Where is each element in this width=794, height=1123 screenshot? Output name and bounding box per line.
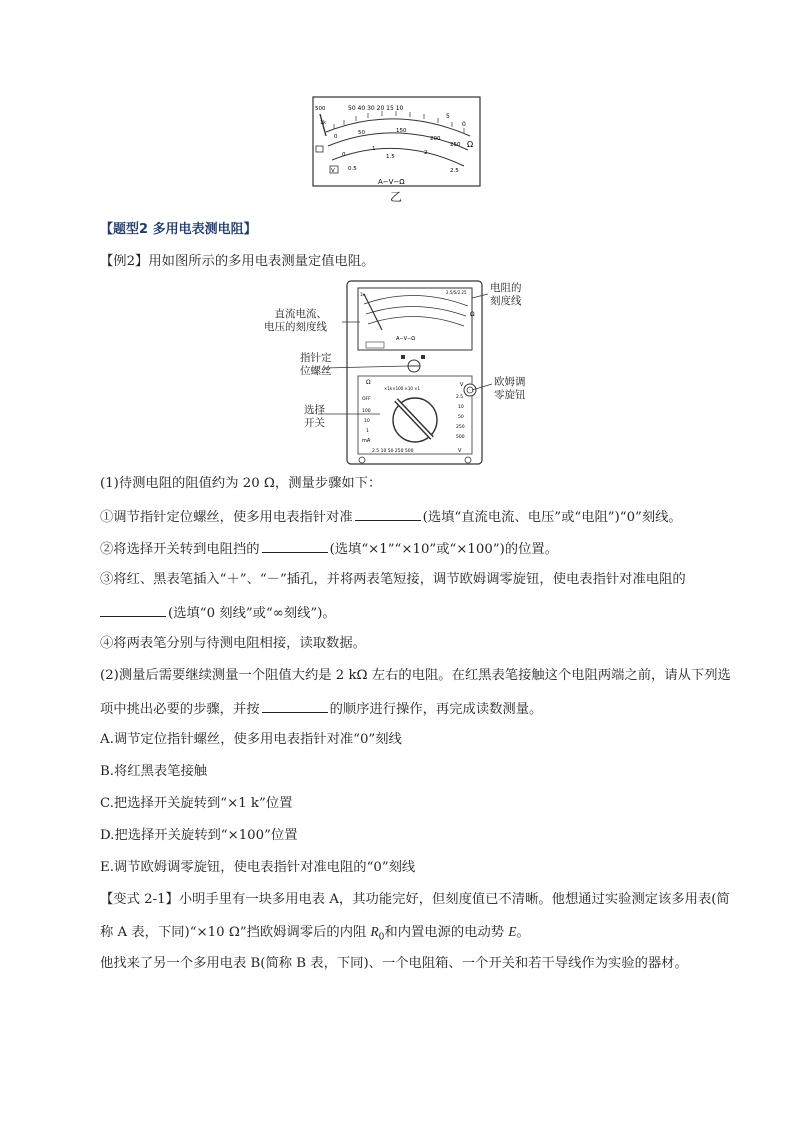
step-2-text: ②将选择开关转到电阻挡的 xyxy=(100,542,260,557)
label-pointer-screw: 指针定 位螺丝 xyxy=(300,352,332,377)
meter-formula: A−V−Ω xyxy=(396,336,416,342)
meter-dial-drawing xyxy=(312,96,482,188)
symbol-r: R xyxy=(370,924,379,939)
step-1-hint: (选填“直流电流、电压”或“电阻”)“0”刻线。 xyxy=(422,510,682,525)
step-4: ④将两表笔分别与待测电阻相接，读取数据。 xyxy=(100,636,366,651)
dial-formula: A−V−Ω xyxy=(378,178,405,186)
step-1 xyxy=(100,506,682,528)
step-1-text: ①调节指针定位螺丝，使多用电表指针对准 xyxy=(100,510,353,525)
svg-text:Ω: Ω xyxy=(366,379,371,386)
svg-text:1k: 1k xyxy=(360,292,365,297)
svg-text:2.5: 2.5 xyxy=(450,168,459,174)
variant-line-3: 他找来了另一个多用电表 B(简称 B 表，下同)、一个电阻箱、一个开关和若干导线作为实验的器材。 xyxy=(100,956,688,971)
svg-text:500: 500 xyxy=(456,435,465,440)
option-e: E.调节欧姆调零旋钮，使电表指针对准电阻的“0”刻线 xyxy=(100,860,416,875)
answer-blank-1[interactable] xyxy=(355,506,421,521)
q2-line-1: (2)测量后需要继续测量一个阻值大约是 2 kΩ 左右的电阻。在红黑表笔接触这个电阻两端之前，请从下列选 xyxy=(100,668,731,683)
label-ohm-zero-knob: 欧姆调 零旋钮 xyxy=(494,376,526,401)
svg-text:mA: mA xyxy=(362,438,371,444)
variant-tag: 【变式 2-1】 xyxy=(100,892,179,907)
step-2-hint: (选填“×1”“×10”或“×100”)的位置。 xyxy=(329,542,558,557)
q1-intro: (1)待测电阻的阻值约为 20 Ω，测量步骤如下： xyxy=(100,476,382,491)
svg-text:2.5/5/2.25: 2.5/5/2.25 xyxy=(446,290,467,295)
answer-blank-3[interactable] xyxy=(100,602,166,617)
step-3-line-1: ③将红、黑表笔插入“＋”、“－”插孔，并将两表笔短接，调节欧姆调零旋钮，使电表指针对准电阻的 xyxy=(100,572,686,587)
svg-text:10: 10 xyxy=(364,419,370,424)
variant-text-2b: 和内置电源的电动势 xyxy=(384,925,509,940)
svg-text:0.5: 0.5 xyxy=(348,166,357,172)
variant-line-1 xyxy=(100,890,730,910)
q2-text: 项中挑出必要的步骤，并按 xyxy=(100,702,260,717)
example-tag: 【例2】 xyxy=(100,254,149,269)
svg-text:500: 500 xyxy=(315,106,326,112)
svg-text:×1k×100 ×10 ×1: ×1k×100 ×10 ×1 xyxy=(384,386,421,391)
option-d: D.把选择开关旋转到“×100”位置 xyxy=(100,828,298,843)
svg-text:150: 150 xyxy=(396,128,407,134)
svg-text:Ω: Ω xyxy=(470,311,475,318)
svg-text:2: 2 xyxy=(424,150,428,156)
option-a: A.调节定位指针螺丝，使多用电表指针对准“0”刻线 xyxy=(100,732,402,747)
variant-text-2a: 称 A 表，下同)“×10 Ω”挡欧姆调零后的内阻 xyxy=(100,925,371,940)
svg-text:200: 200 xyxy=(430,136,441,142)
svg-text:50: 50 xyxy=(358,130,365,136)
label-resistance-scale: 电阻的 刻度线 xyxy=(490,282,522,307)
option-c: C.把选择开关旋转到“×1 k”位置 xyxy=(100,796,293,811)
svg-text:1: 1 xyxy=(366,429,369,434)
svg-text:1.5: 1.5 xyxy=(386,154,395,160)
svg-text:2.5 10 50 250 500: 2.5 10 50 250 500 xyxy=(372,449,414,454)
step-2 xyxy=(100,538,558,560)
variant-text: 小明手里有一块多用电表 A，其功能完好，但刻度值已不清晰。他想通过实验测定该多用表(简 xyxy=(178,892,730,907)
figure-multimeter xyxy=(260,280,560,470)
option-b: B.将红黑表笔接触 xyxy=(100,764,208,779)
label-selector-switch: 选择 开关 xyxy=(304,404,325,429)
svg-text:250: 250 xyxy=(456,425,465,430)
q2-text-end: 的顺序进行操作，再完成读数测量。 xyxy=(329,702,543,717)
svg-text:V: V xyxy=(460,382,464,388)
variant-text-2c: 。 xyxy=(516,925,530,940)
svg-text:1k: 1k xyxy=(320,120,327,126)
svg-text:0: 0 xyxy=(342,152,346,158)
ohm-symbol: Ω xyxy=(467,140,474,149)
answer-blank-4[interactable] xyxy=(262,698,328,713)
svg-text:2.5: 2.5 xyxy=(456,395,464,400)
figure-dial-yi xyxy=(312,96,482,206)
symbol-r-sub: 0 xyxy=(378,932,385,943)
svg-text:250: 250 xyxy=(450,142,461,148)
q2-line-2 xyxy=(100,698,542,720)
variant-line-2 xyxy=(100,922,530,948)
svg-text:V: V xyxy=(331,168,335,174)
answer-blank-2[interactable] xyxy=(262,538,328,553)
symbol-e: E xyxy=(508,924,517,939)
svg-text:10: 10 xyxy=(458,405,464,410)
svg-text:1: 1 xyxy=(372,146,376,152)
label-dc-scale: 直流电流、 电压的刻度线 xyxy=(264,308,327,333)
step-3-hint: (选填“0 刻线”或“∞刻线”)。 xyxy=(168,606,336,621)
figure-caption: 乙 xyxy=(390,190,403,204)
svg-text:0: 0 xyxy=(334,134,338,140)
example-text: 用如图所示的多用电表测量定值电阻。 xyxy=(148,254,375,269)
svg-text:50: 50 xyxy=(458,415,464,420)
svg-text:0: 0 xyxy=(462,121,466,128)
svg-text:5: 5 xyxy=(446,113,450,120)
example-intro xyxy=(100,252,374,272)
section-heading: 【题型2 多用电表测电阻】 xyxy=(100,222,257,237)
svg-text:OFF: OFF xyxy=(362,397,371,402)
step-3-line-2 xyxy=(100,602,336,624)
svg-text:50 40 30 20 15 10: 50 40 30 20 15 10 xyxy=(348,105,404,112)
svg-text:V: V xyxy=(458,448,462,454)
svg-text:100: 100 xyxy=(362,409,371,414)
